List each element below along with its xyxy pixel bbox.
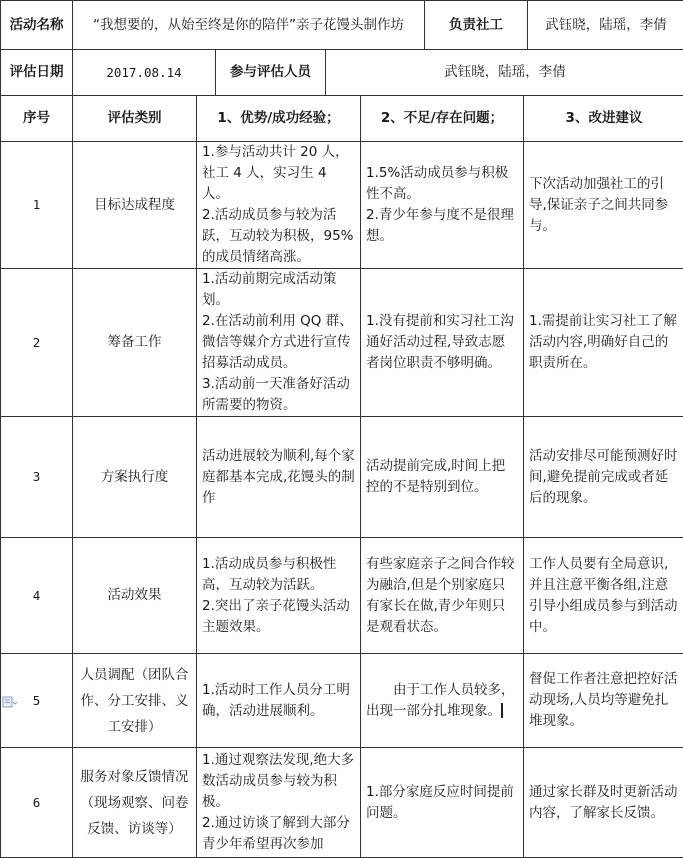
row-category: 活动效果 xyxy=(73,538,197,654)
row-suggestion: 工作人员要有全局意识,并且注意平衡各组,注意引导小组成员参与到活动中。 xyxy=(524,538,683,654)
row-weaknesses xyxy=(361,269,524,417)
strength-item: 1.活动成员参与积极性高，互动较为活跃。 xyxy=(202,554,355,596)
row-weaknesses xyxy=(361,142,524,269)
row-suggestion: 通过家长群及时更新活动内容，了解家长反馈。 xyxy=(524,748,683,858)
row-no: 2 xyxy=(1,269,73,417)
social-workers: 武钰晓，陆瑶，李倩 xyxy=(528,1,683,50)
table-row xyxy=(1,269,683,417)
col-header-strengths: 1、优势/成功经验； xyxy=(197,96,361,142)
row-suggestion: 活动安排尽可能预测好时间,避免提前完成或者延后的现象。 xyxy=(524,417,683,538)
row-no: 1 xyxy=(1,142,73,269)
col-header-suggestions: 3、改进建议 xyxy=(524,96,683,142)
table-row xyxy=(1,748,683,858)
weakness-item: 2.青少年参与度不是很理想。 xyxy=(366,205,518,247)
table-row xyxy=(1,142,683,269)
text-cursor xyxy=(501,703,503,718)
eval-info-table xyxy=(0,49,683,96)
col-header-weaknesses: 2、不足/存在问题； xyxy=(361,96,524,142)
row-weaknesses xyxy=(361,417,524,538)
row-strengths xyxy=(197,417,361,538)
social-worker-label: 负责社工 xyxy=(425,1,528,50)
eval-date-label: 评估日期 xyxy=(1,50,73,96)
strength-item: 1.活动时工作人员分工明确，活动进展顺利。 xyxy=(202,680,355,722)
row-strengths xyxy=(197,269,361,417)
document-icon[interactable] xyxy=(1,694,17,710)
row-strengths xyxy=(197,142,361,269)
weakness-item: 1.没有提前和实习社工沟通好活动过程,导致志愿者岗位职责不够明确。 xyxy=(366,311,518,374)
row-weaknesses xyxy=(361,538,524,654)
eval-date: 2017.08.14 xyxy=(73,50,216,96)
col-header-category: 评估类别 xyxy=(73,96,197,142)
weakness-text: 由于工作人员较多，出现一部分扎堆现象。 xyxy=(366,682,515,719)
table-row xyxy=(1,538,683,654)
row-suggestion: 1.需提前让实习社工了解活动内容,明确好自己的职责所在。 xyxy=(524,269,683,417)
weakness-item: 1.部分家庭反应时间提前问题。 xyxy=(366,782,518,824)
evaluation-table xyxy=(0,95,683,858)
weakness-item xyxy=(366,680,518,722)
row-no: 4 xyxy=(1,538,73,654)
row-suggestion: 下次活动加强社工的引导,保证亲子之间共同参与。 xyxy=(524,142,683,269)
strength-item: 1.活动前期完成活动策划。 xyxy=(202,269,355,311)
header-table xyxy=(0,0,683,50)
strength-item: 1.参与活动共计 20 人，社工 4 人，实习生 4 人。 xyxy=(202,142,355,205)
table-row xyxy=(1,654,683,748)
activity-name-label: 活动名称 xyxy=(1,1,73,50)
row-category: 服务对象反馈情况（现场观察、问卷反馈、访谈等） xyxy=(73,748,197,858)
participants: 武钰晓，陆瑶，李倩 xyxy=(326,50,683,96)
row-category: 筹备工作 xyxy=(73,269,197,417)
strength-item: 3.活动前一天准备好活动所需要的物资。 xyxy=(202,374,355,416)
strength-item: 活动进展较为顺利,每个家庭都基本完成,花馒头的制作 xyxy=(202,446,355,509)
row-suggestion: 督促工作者注意把控好活动现场,人员均等避免扎堆现象。 xyxy=(524,654,683,748)
col-header-no: 序号 xyxy=(1,96,73,142)
row-strengths xyxy=(197,654,361,748)
row-no: 6 xyxy=(1,748,73,858)
column-header-row xyxy=(1,96,683,142)
row-category: 人员调配（团队合作、分工安排、义工安排） xyxy=(73,654,197,748)
row-weaknesses xyxy=(361,748,524,858)
row-category: 目标达成程度 xyxy=(73,142,197,269)
participants-label: 参与评估人员 xyxy=(216,50,326,96)
strength-item: 2.活动成员参与较为活跃，互动较为积极，95%的成员情绪高涨。 xyxy=(202,205,355,268)
row-weaknesses xyxy=(361,654,524,748)
row-category: 方案执行度 xyxy=(73,417,197,538)
row-no: 5 xyxy=(1,654,73,748)
weakness-item: 1.5%活动成员参与积极性不高。 xyxy=(366,163,518,205)
strength-item: 2.在活动前利用 QQ 群、微信等媒介方式进行宣传招募活动成员。 xyxy=(202,311,355,374)
strength-item: 1.通过观察法发现,绝大多数活动成员参与较为积极。 xyxy=(202,750,355,813)
table-row xyxy=(1,417,683,538)
activity-name: “我想要的，从始至终是你的陪伴”亲子花馒头制作坊 xyxy=(73,1,425,50)
row-strengths xyxy=(197,748,361,858)
strength-item: 2.通过访谈了解到大部分青少年希望再次参加 xyxy=(202,813,355,855)
weakness-item: 有些家庭亲子之间合作较为融洽,但是个别家庭只有家长在做,青少年则只是观看状态。 xyxy=(366,554,518,638)
weakness-item: 活动提前完成,时间上把控的不是特别到位。 xyxy=(366,456,518,498)
row-no: 3 xyxy=(1,417,73,538)
row-strengths xyxy=(197,538,361,654)
strength-item: 2.突出了亲子花馒头活动主题效果。 xyxy=(202,596,355,638)
